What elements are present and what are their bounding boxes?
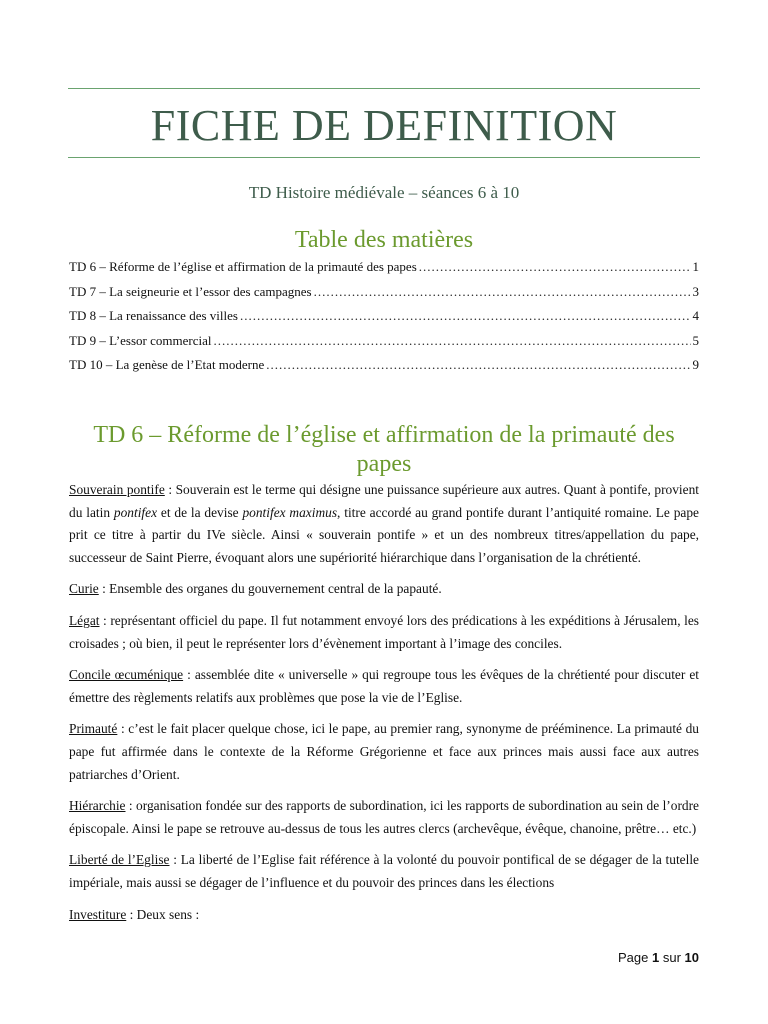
toc-leader-dots bbox=[314, 284, 691, 300]
toc-entry-page: 3 bbox=[692, 283, 699, 299]
definition-term: Curie bbox=[69, 581, 99, 597]
toc-entry-page: 4 bbox=[692, 308, 699, 323]
page-current: 1 bbox=[652, 950, 660, 965]
definition-text: , titre accordé au grand pontife durant l’antiquité romaine. Le pape prit ce titre à partir du IVe siècle. Ainsi « souverain pontife » et un des nombreux titres/appellation du pape, successeur de Saint Pierre, évoquant alors une supériorité hiérarchique dans l’organisation de la chrétienté. bbox=[69, 504, 699, 565]
toc-entry-label: TD 10 – La genèse de l’Etat moderne bbox=[69, 357, 265, 372]
toc-leader-dots bbox=[213, 333, 690, 349]
toc-leader-dots bbox=[240, 308, 691, 324]
definition-term: Investiture bbox=[69, 906, 127, 922]
page-prefix: Page bbox=[618, 950, 652, 965]
toc-entry-label: TD 7 – La seigneurie et l’essor des campagnes bbox=[69, 283, 312, 299]
toc-entry[interactable] bbox=[69, 284, 699, 309]
definition-paragraph bbox=[69, 479, 699, 569]
section-heading-line1: TD 6 – Réforme de l’église et affirmation de la primauté des bbox=[93, 422, 675, 448]
definition-paragraph bbox=[69, 904, 699, 927]
toc-entry-label: TD 9 – L’essor commercial bbox=[69, 332, 212, 348]
toc-entry[interactable] bbox=[69, 308, 699, 333]
definition-term: Primauté bbox=[69, 721, 118, 737]
definition-term: Liberté de l’Eglise bbox=[69, 852, 170, 868]
definition-text: : Ensemble des organes du gouvernement central de la papauté. bbox=[98, 581, 442, 597]
definition-paragraph bbox=[69, 795, 699, 840]
definition-term: Souverain pontife bbox=[69, 482, 165, 497]
section-heading bbox=[68, 421, 700, 479]
toc-entry-page: 1 bbox=[692, 259, 699, 274]
toc-entry[interactable] bbox=[69, 333, 699, 358]
definition-term: Légat bbox=[69, 612, 100, 628]
definition-text: : représentant officiel du pape. Il fut notamment envoyé lors des prédications à les expéditions à Jérusalem, les croisades ; où bien, il peut le représenter lors d’évènement important à l’image des conciles. bbox=[69, 612, 699, 651]
page-total: 10 bbox=[684, 950, 699, 965]
definition-paragraph bbox=[69, 578, 699, 601]
definition-italic: pontifex bbox=[113, 504, 158, 520]
toc-entry-page: 5 bbox=[692, 332, 699, 348]
definition-italic: pontifex maximus bbox=[242, 504, 338, 520]
title-underline bbox=[68, 157, 700, 158]
definition-paragraph bbox=[69, 664, 699, 709]
toc-heading: Table des matières bbox=[294, 227, 474, 253]
page-middle: sur bbox=[659, 950, 685, 965]
definition-term: Hiérarchie bbox=[69, 798, 126, 814]
definition-paragraph bbox=[69, 610, 699, 655]
definition-text: : organisation fondée sur des rapports de subordination, ici les rapports de subordination au sein de l’ordre épiscopale. Ainsi le pape se retrouve au-dessus de tous les autres clercs (archevêque, évêque, chanoine, prêtre… etc.) bbox=[69, 798, 699, 836]
definition-text: : Souverain est le terme qui désigne une puissance supérieure aux autres. Quant à pontife, provient du latin bbox=[69, 482, 699, 520]
toc-entry-label: TD 8 – La renaissance des villes bbox=[69, 308, 238, 323]
definition-paragraph bbox=[69, 849, 699, 894]
section-heading-line2: papes bbox=[356, 451, 412, 477]
document-subtitle: TD Histoire médiévale – séances 6 à 10 bbox=[248, 183, 520, 202]
toc-entry[interactable] bbox=[69, 357, 699, 382]
definitions-body bbox=[69, 479, 699, 935]
table-of-contents bbox=[69, 259, 699, 382]
definition-term: Concile œcuménique bbox=[69, 667, 184, 683]
toc-entry-label: TD 6 – Réforme de l’église et affirmation de la primauté des papes bbox=[69, 259, 417, 274]
definition-paragraph bbox=[69, 718, 699, 786]
top-rule bbox=[68, 88, 700, 89]
toc-entry-page: 9 bbox=[692, 357, 699, 372]
definition-text: : La liberté de l’Eglise fait référence à la volonté du pouvoir pontifical de se dégager de la tutelle impériale, mais aussi se dégager de l’influence et du pouvoir des princes dans les élections bbox=[69, 852, 699, 890]
page-number bbox=[618, 950, 699, 965]
toc-leader-dots bbox=[419, 259, 691, 275]
toc-leader-dots bbox=[266, 357, 690, 373]
document-title: FICHE DE DEFINITION bbox=[150, 101, 618, 150]
definition-text: et de la devise bbox=[157, 504, 243, 520]
toc-entry[interactable] bbox=[69, 259, 699, 284]
definition-text: : Deux sens : bbox=[126, 906, 200, 922]
definition-text: : c’est le fait placer quelque chose, ici le pape, au premier rang, synonyme de prééminence. La primauté du pape fut affirmée dans le contexte de la Réforme Grégorienne et face aux princes mais aussi face aux autres patriarches d’Orient. bbox=[69, 721, 699, 782]
definition-text: : assemblée dite « universelle » qui regroupe tous les évêques de la chrétienté pour discuter et émettre des règlements relatifs aux problèmes que pose la vie de l’Eglise. bbox=[69, 667, 699, 705]
